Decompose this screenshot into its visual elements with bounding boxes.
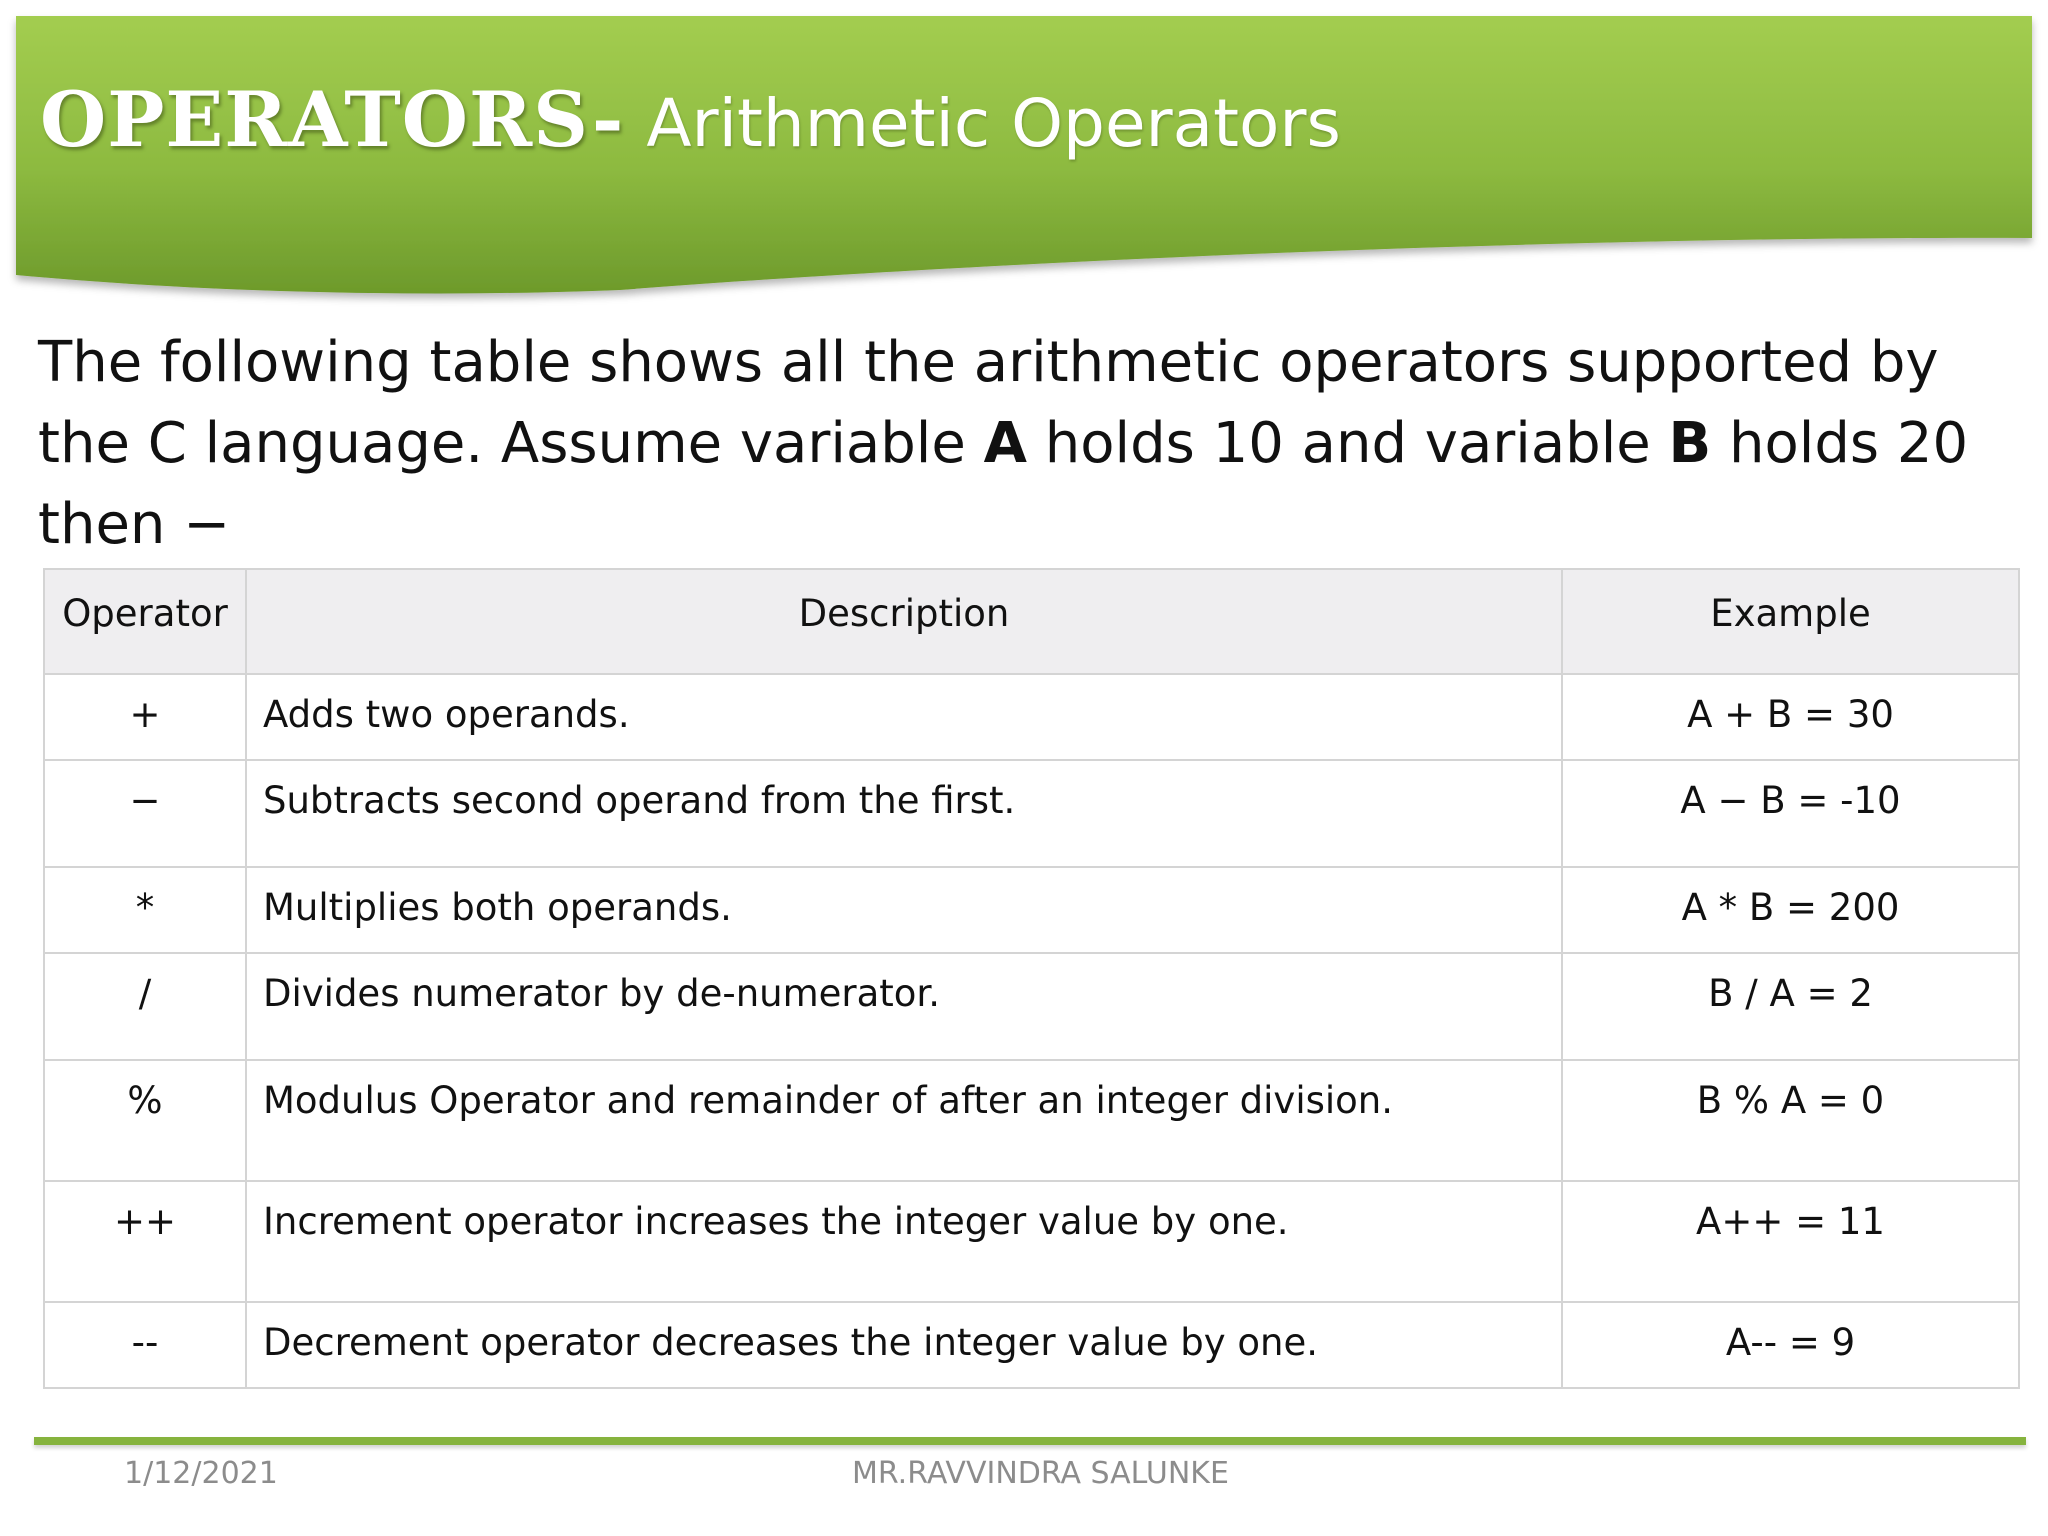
header-description: Description [246,569,1562,674]
cell-example: A * B = 200 [1562,867,2019,953]
cell-operator: / [44,953,246,1060]
intro-text-2: holds 10 and variable [1026,411,1669,476]
cell-operator: + [44,674,246,760]
cell-description: Modulus Operator and remainder of after an integer division. [246,1060,1562,1181]
cell-description: Increment operator increases the integer value by one. [246,1181,1562,1302]
cell-operator: − [44,760,246,867]
footer-author: MR.RAVVINDRA SALUNKE [852,1456,1229,1491]
cell-example: A + B = 30 [1562,674,2019,760]
cell-description: Multiplies both operands. [246,867,1562,953]
cell-example: B % A = 0 [1562,1060,2019,1181]
table-row [44,760,2019,867]
intro-var-a: A [983,411,1027,476]
title-subtitle: Arithmetic Operators [646,85,1341,162]
table-row [44,953,2019,1060]
title-strong: OPERATORS- [40,75,625,164]
table-row [44,674,2019,760]
cell-example: A++ = 11 [1562,1181,2019,1302]
intro-paragraph [38,322,2018,565]
cell-description: Divides numerator by de-numerator. [246,953,1562,1060]
cell-description: Subtracts second operand from the first. [246,760,1562,867]
footer-date: 1/12/2021 [124,1456,278,1491]
table-row [44,1181,2019,1302]
slide-title [40,75,1341,164]
table-header-row [44,569,2019,674]
footer-divider [34,1437,2026,1445]
table-row [44,1302,2019,1388]
cell-operator: * [44,867,246,953]
table-row [44,1060,2019,1181]
intro-var-b: B [1668,411,1712,476]
cell-operator: % [44,1060,246,1181]
table-row [44,867,2019,953]
cell-example: A-- = 9 [1562,1302,2019,1388]
cell-operator: ++ [44,1181,246,1302]
intro-text-1: The following table shows all the arithmetic operators supported by the C language. Assume variable [38,330,1939,476]
cell-description: Decrement operator decreases the integer value by one. [246,1302,1562,1388]
title-banner [0,0,2048,310]
cell-example: A − B = -10 [1562,760,2019,867]
header-operator: Operator [44,569,246,674]
cell-description: Adds two operands. [246,674,1562,760]
intro-text-3: holds 20 then − [38,411,1969,557]
operators-table [43,568,2020,1389]
cell-example: B / A = 2 [1562,953,2019,1060]
header-example: Example [1562,569,2019,674]
cell-operator: -- [44,1302,246,1388]
